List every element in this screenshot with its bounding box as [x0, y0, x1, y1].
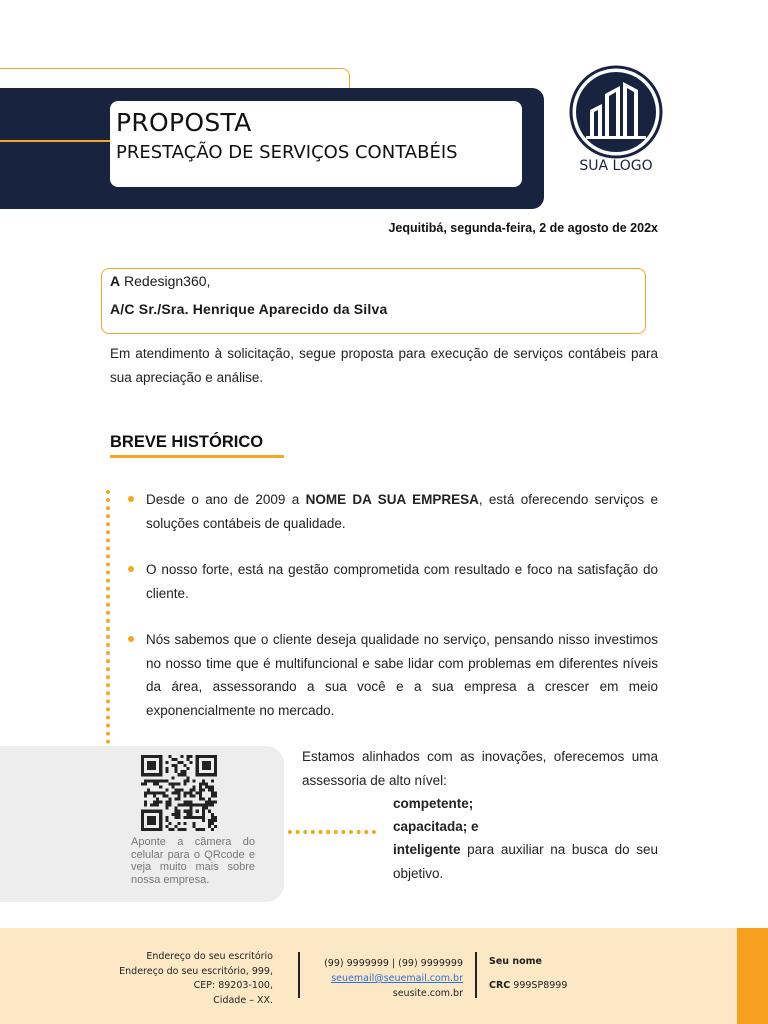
- list-item: [146, 488, 658, 535]
- address-line: CEP: 89203-100,: [193, 980, 273, 991]
- quality-item-bold: inteligente: [393, 842, 461, 857]
- footer-divider: [298, 952, 300, 998]
- date-line: Jequitibá, segunda-feira, 2 de agosto de 202x: [388, 221, 658, 235]
- list-item: Nós sabemos que o cliente deseja qualidade no serviço, pensando nisso investimos no nosso time que é multifuncional e sabe lidar com problemas em diferentes níveis da área, assessorando a sua você e a sua empresa a crescer em meio exponencialmente no mercado.: [146, 632, 658, 718]
- dotted-connector-vertical: [106, 490, 110, 752]
- quality-item: capacitada; e: [393, 819, 479, 834]
- address-line: Cidade – XX.: [213, 994, 273, 1006]
- qr-code-icon[interactable]: [141, 755, 217, 831]
- crc-label: CRC: [489, 980, 511, 991]
- recipient-company: Redesign360,: [124, 273, 211, 289]
- address-line: Endereço do seu escritório, 999,: [119, 965, 273, 977]
- intro-paragraph: Em atendimento à solicitação, segue proposta para execução de serviços contábeis para sua apreciação e análise.: [110, 346, 658, 385]
- bullet-dot: [128, 566, 134, 572]
- qr-caption: Aponte a câmera do celular para o QRcode e veja muito mais sobre nossa empresa.: [131, 836, 255, 886]
- page-subtitle: PRESTAÇÃO DE SERVIÇOS CONTABÉIS: [116, 142, 458, 163]
- footer-crc: [489, 980, 567, 991]
- footer-email-link[interactable]: seuemail@seuemail.com.br: [331, 973, 463, 984]
- bullet-text-end: , está oferecendo serviços e soluções contábeis de qualidade.: [146, 492, 658, 531]
- address-line: Endereço do seu escritório: [146, 951, 273, 962]
- footer-address: [100, 950, 273, 1008]
- quality-item: competente;: [393, 796, 474, 811]
- footer-phones: (99) 9999999 | (99) 9999999: [324, 958, 463, 969]
- header-accent-line: [0, 140, 112, 142]
- logo-text: SUA LOGO: [579, 158, 653, 174]
- recipient-attention: A/C Sr./Sra. Henrique Aparecido da Silva: [110, 301, 388, 317]
- footer-site[interactable]: seusite.com.br: [392, 988, 463, 999]
- page-title: PROPOSTA: [116, 108, 252, 137]
- bullet-dot: [128, 496, 134, 502]
- dotted-connector-horizontal: [288, 830, 376, 834]
- innovation-paragraph: Estamos alinhados com as inovações, oferecemos uma assessoria de alto nível:: [302, 749, 658, 788]
- quality-item: [393, 838, 658, 885]
- footer-contact: [310, 956, 463, 1001]
- company-name: NOME DA SUA EMPRESA: [305, 492, 479, 507]
- footer-accent-bar: [737, 928, 768, 1024]
- buildings-logo-icon: [568, 64, 664, 160]
- bullet-dot: [128, 636, 134, 642]
- section-underline: [110, 455, 284, 458]
- footer-person-name: Seu nome: [489, 956, 542, 967]
- quality-item-rest: para auxiliar na busca do seu objetivo.: [393, 842, 658, 881]
- crc-value: 999SP8999: [513, 980, 568, 991]
- recipient-prefix: A: [110, 273, 121, 289]
- recipient-line: [110, 273, 210, 289]
- list-item: O nosso forte, está na gestão comprometida com resultado e foco na satisfação do cliente.: [146, 562, 658, 601]
- bullet-text-start: Desde o ano de 2009 a: [146, 492, 306, 507]
- footer-divider: [475, 952, 477, 998]
- section-title: BREVE HISTÓRICO: [110, 433, 264, 451]
